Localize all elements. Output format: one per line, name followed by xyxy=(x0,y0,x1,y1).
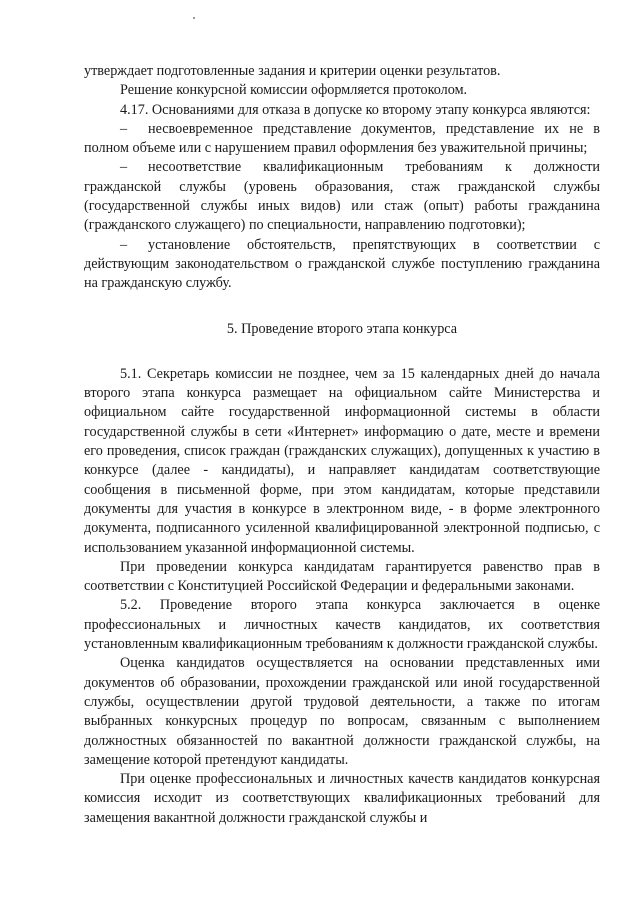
list-item-dash xyxy=(84,120,600,159)
dash-marker: – xyxy=(120,159,128,176)
paragraph-continuation: утверждает подготовленные задания и критерии оценки результатов. xyxy=(84,63,501,79)
list-item-dash xyxy=(84,158,600,235)
paragraph-5-1: 5.1. Секретарь комиссии не позднее, чем за 15 календарных дней до начала второго этапа конкурса размещает на официальном сайте Министерства и официальном сайте государственной информационной системы в области государственной службы в сети «Интернет» информацию о дате, месте и времени его проведения, список граждан (гражданских служащих), допущенных к участию в конкурсе (далее - кандидаты), и направляет кандидатам соответствующие сообщения в письменной форме, при этом кандидатам, которые представили документы для участия в конкурсе в электронном виде, - в форме электронного документа, подписанного усиленной квалифицированной электронной подписью, с использованием указанной информационной системы. xyxy=(84,365,600,556)
paragraph-4-17: 4.17. Основаниями для отказа в допуске ко второму этапу конкурса являются: xyxy=(120,101,591,118)
list-item-text: несвоевременное представление документов, представление их не в полном объеме или с нарушением правил оформления без уважительной причины; xyxy=(84,120,600,157)
list-item-dash xyxy=(84,236,600,294)
dash-marker: – xyxy=(120,236,128,253)
paragraph-equal-rights: При проведении конкурса кандидатам гарантируется равенство прав в соответствии с Конституцией Российской Федерации и федеральными законами. xyxy=(84,558,600,595)
list-item-text: несоответствие квалификационным требованиям к должности гражданской службы (уровень образования, стаж гражданской службы (государственной службы иных видов) или стаж (опыт) работы гражданина (гражданского служащего) по специальности, направлению подготовки); xyxy=(84,159,600,234)
list-item-text: установление обстоятельств, препятствующих в соответствии с действующим законодательством о гражданской службе поступлению гражданина на гражданскую службу. xyxy=(84,236,600,292)
section-heading: 5. Проведение второго этапа конкурса xyxy=(226,320,458,337)
scan-speck xyxy=(193,17,195,19)
paragraph-5-2: 5.2. Проведение второго этапа конкурса заключается в оценке профессиональных и личностных качеств кандидатов, их соответствия установленным квалификационным требованиям к должности гражданской службы. xyxy=(84,597,600,653)
paragraph-assessment: Оценка кандидатов осуществляется на основании представленных ими документов об образовании, прохождении гражданской или иной государственной службы, осуществлении другой трудовой деятельности, а также по итогам выбранных конкурсных процедур по вопросам, связанным с выполнением должностных обязанностей по вакантной должности гражданской службы, на замещение которой претендуют кандидаты. xyxy=(84,655,600,768)
dash-marker: – xyxy=(120,120,128,137)
paragraph-protocol: Решение конкурсной комиссии оформляется протоколом. xyxy=(120,82,468,99)
paragraph-evaluation: При оценке профессиональных и личностных качеств кандидатов конкурсная комиссия исходит из соответствующих квалификационных требований для замещения вакантной должности гражданской службы и xyxy=(84,771,600,826)
document-page xyxy=(84,62,600,828)
